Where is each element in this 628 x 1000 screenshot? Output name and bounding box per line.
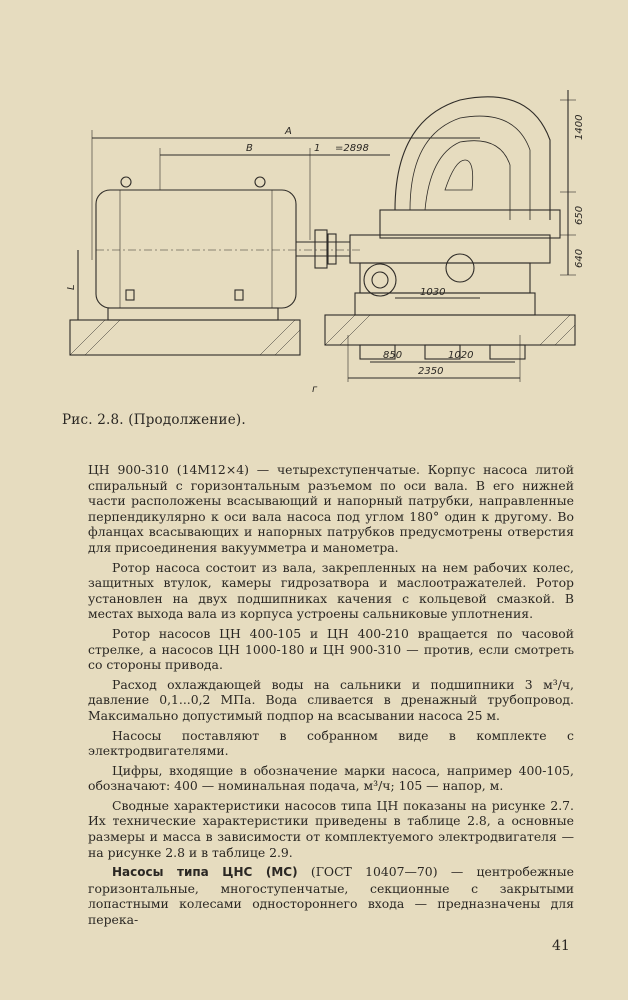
paragraph: Ротор насосов ЦН 400-105 и ЦН 400-210 вращается по часовой стрелке, а насосов ЦН 1000-180 и ЦН 900-310 — против, если смотреть со стороны привода. bbox=[88, 625, 574, 673]
dim-1400-label: 1400 bbox=[574, 114, 585, 140]
page-number: 41 bbox=[552, 938, 570, 954]
section-heading-bold: Насосы типа ЦНС (МС) bbox=[112, 865, 298, 880]
dim-l-label: L bbox=[66, 284, 77, 290]
figure-caption: Рис. 2.8. (Продолжение). bbox=[62, 412, 246, 428]
paragraph: Сводные характеристики насосов типа ЦН показаны на рисунке 2.7. Их технические характеристики приведены в таблице 2.8, а основные размеры и масса в зависимости от комплектуемого электродвигателя — на рисунке 2.8 и в таблице 2.9. bbox=[88, 797, 574, 860]
dim-1030-label: 1030 bbox=[420, 287, 446, 298]
body-text bbox=[88, 462, 574, 932]
dim-2350-label: 2350 bbox=[418, 366, 444, 377]
dim-1-label: 1 bbox=[314, 143, 321, 154]
dim-a-label: A bbox=[285, 126, 292, 137]
dim-650-label: 650 bbox=[574, 205, 585, 225]
paragraph: Цифры, входящие в обозначение марки насоса, например 400-105, обозначают: 400 — номинальная подача, м³/ч; 105 — напор, м. bbox=[88, 762, 574, 794]
paragraph: Ротор насоса состоит из вала, закрепленных на нем рабочих колес, защитных втулок, камеры гидрозатвора и маслоотражателей. Ротор установлен на двух подшипниках качения с кольцевой смазкой. В местах выхода вала из корпуса устроены сальниковые уплотнения. bbox=[88, 559, 574, 622]
dim-b-label: B bbox=[246, 143, 253, 154]
dim-640-label: 640 bbox=[574, 248, 585, 268]
paragraph-last-text: (ГОСТ 10407—70) — центробежные горизонтальные, многоступенчатые, секционные с закрытыми лопастными колесами одностороннего входа — предназначены для перека- bbox=[88, 864, 574, 928]
technical-drawing-svg bbox=[60, 80, 600, 400]
dim-850-label: 850 bbox=[383, 350, 403, 361]
pump-assembly-drawing bbox=[60, 80, 600, 400]
dim-1020-label: 1020 bbox=[448, 350, 474, 361]
pump-casing bbox=[380, 210, 560, 238]
figure-letter-label: г bbox=[312, 384, 318, 395]
paragraph: Насосы поставляют в собранном виде в комплекте с электродвигателями. bbox=[88, 727, 574, 759]
paragraph: Расход охлаждающей воды на сальники и подшипники 3 м³/ч, давление 0,1...0,2 МПа. Вода сливается в дренажный трубопровод. Максимально допустимый подпор на всасывании насоса 25 м. bbox=[88, 676, 574, 723]
paragraph: ЦН 900-310 (14М12×4) — четырехступенчатые. Корпус насоса литой спиральный с горизонтальным разъемом по оси вала. В его нижней части расположены всасывающий и напорный патрубки, направленные перпендикулярно к оси вала насоса под углом 180° один к другому. Во фланцах всасывающих и напорных патрубков предусмотрены отверстия для присоединения вакуумметра и манометра. bbox=[88, 462, 574, 555]
paragraph-last bbox=[88, 864, 574, 927]
pump-foundation bbox=[325, 315, 575, 345]
dim-2898-label: =2898 bbox=[335, 143, 369, 154]
